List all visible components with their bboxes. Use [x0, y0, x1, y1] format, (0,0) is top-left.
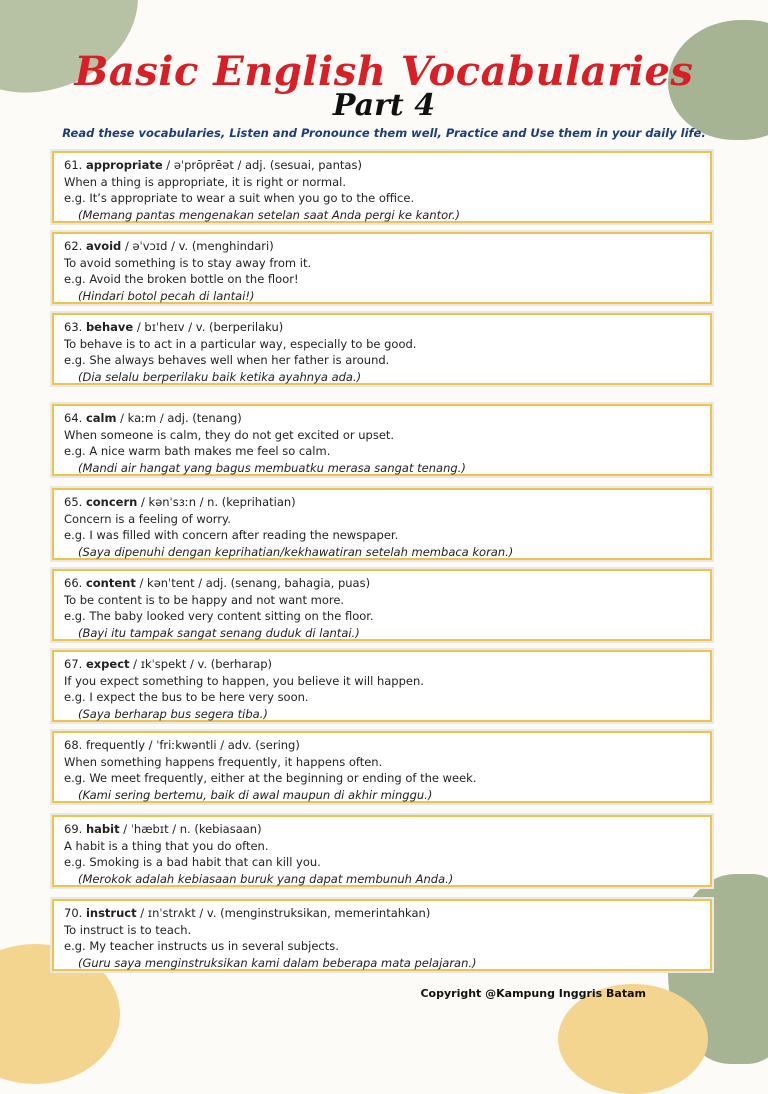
vocab-card: 64. calm / kaːm / adj. (tenang) When someone is calm, they do not get excited or upset. e.g. A nice warm bath makes me feel so calm. (Mandi air hangat yang bagus membuatku merasa sangat tenang.)	[52, 404, 712, 476]
vocab-card: 69. habit / ˈhæbɪt / n. (kebiasaan) A habit is a thing that you do often. e.g. Smoking is a bad habit that can kill you. (Merokok adalah kebiasaan buruk yang dapat membunuh Anda.)	[52, 815, 712, 887]
vocab-card: 67. expect / ɪkˈspekt / v. (berharap) If you expect something to happen, you believe it will happen. e.g. I expect the bus to be here very soon. (Saya berharap bus segera tiba.)	[52, 650, 712, 722]
decorative-blob-bottom-right-yellow	[558, 984, 708, 1094]
vocab-card: 62. avoid / əˈvɔɪd / v. (menghindari) To avoid something is to stay away from it. e.g. Avoid the broken bottle on the floor! (Hindari botol pecah di lantai!)	[52, 232, 712, 304]
page-subtitle: Part 4	[332, 88, 436, 123]
vocab-card: 66. content / kənˈtent / adj. (senang, bahagia, puas) To be content is to be happy and not want more. e.g. The baby looked very content sitting on the floor. (Bayi itu tampak sangat senang duduk di lantai.)	[52, 569, 712, 641]
intro-text: Read these vocabularies, Listen and Pronounce them well, Practice and Use them in your daily life.	[62, 126, 706, 140]
page-title: Basic English Vocabularies	[74, 48, 694, 95]
copyright-text: Copyright @Kampung Inggris Batam	[420, 987, 646, 1000]
vocab-card: 63. behave / bɪˈheɪv / v. (berperilaku) To behave is to act in a particular way, especially to be good. e.g. She always behaves well when her father is around. (Dia selalu berperilaku baik ketika ayahnya ada.)	[52, 313, 712, 385]
vocab-card: 70. instruct / ɪnˈstrʌkt / v. (menginstruksikan, memerintahkan) To instruct is to teach. e.g. My teacher instructs us in several subjects. (Guru saya menginstruksikan kami dalam beberapa mata pelajaran.)	[52, 899, 712, 971]
vocab-card: 65. concern / kənˈsɜːn / n. (keprihatian) Concern is a feeling of worry. e.g. I was filled with concern after reading the newspaper. (Saya dipenuhi dengan keprihatian/kekhawatiran setelah membaca koran.)	[52, 488, 712, 560]
vocab-card: 68. frequently / ˈfriːkwəntli / adv. (sering) When something happens frequently, it happens often. e.g. We meet frequently, either at the beginning or ending of the week. (Kami sering bertemu, baik di awal maupun di akhir minggu.)	[52, 731, 712, 803]
vocab-card: 61. appropriate / əˈprōprēət / adj. (sesuai, pantas) When a thing is appropriate, it is right or normal. e.g. It’s appropriate to wear a suit when you go to the office. (Memang pantas mengenakan setelan saat Anda pergi ke kantor.)	[52, 151, 712, 223]
